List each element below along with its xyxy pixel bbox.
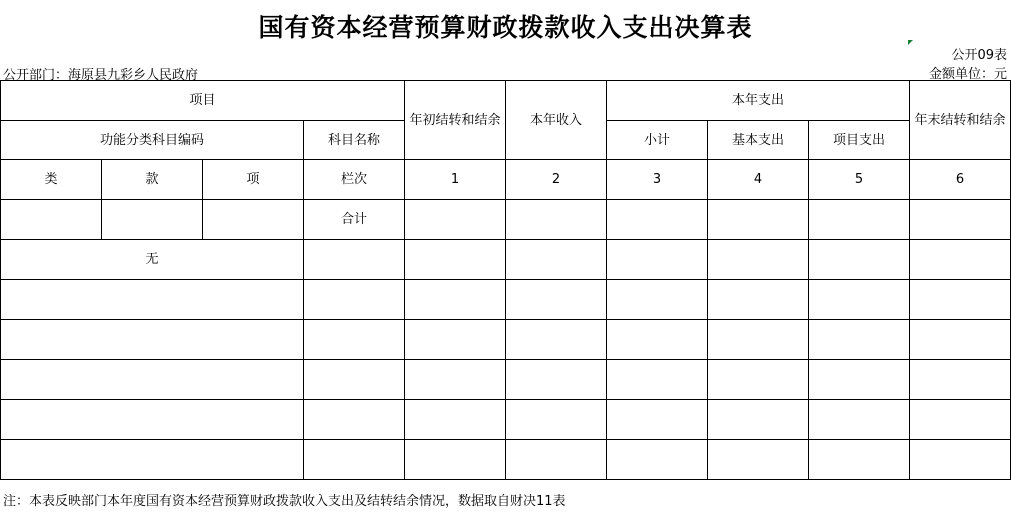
table-cell (506, 360, 607, 400)
table-cell (506, 440, 607, 480)
table-cell (405, 440, 506, 480)
header-xiang: 项 (203, 160, 304, 200)
table-cell (102, 200, 203, 240)
none-label: 无 (1, 240, 304, 280)
header-lei: 类 (1, 160, 102, 200)
header-end-balance-text: 年末结转和结余 (914, 112, 1006, 128)
table-cell (1, 320, 304, 360)
table-cell (506, 200, 607, 240)
total-label: 合计 (304, 200, 405, 240)
header-end-balance (910, 81, 1011, 160)
col-num-3: 3 (607, 160, 708, 200)
department-label: 公开部门：海原县九彩乡人民政府 (3, 68, 199, 83)
table-cell (506, 240, 607, 280)
header-subtotal: 小计 (607, 121, 708, 160)
table-cell (405, 280, 506, 320)
table-cell (809, 240, 910, 280)
table-row (1, 440, 1011, 480)
table-cell (405, 320, 506, 360)
table-cell (405, 360, 506, 400)
table-cell (203, 200, 304, 240)
table-cell (607, 360, 708, 400)
table-cell (910, 240, 1011, 280)
header-kuan: 款 (102, 160, 203, 200)
table-cell (607, 200, 708, 240)
table-cell (708, 240, 809, 280)
table-cell (708, 440, 809, 480)
col-num-1: 1 (405, 160, 506, 200)
header-item: 项目 (1, 81, 405, 121)
table-cell (910, 280, 1011, 320)
header-row-1 (1, 81, 1011, 121)
table-cell (607, 320, 708, 360)
table-cell (304, 280, 405, 320)
header-income: 本年收入 (506, 81, 607, 160)
table-row (1, 280, 1011, 320)
header-begin-balance (405, 81, 506, 160)
table-cell (809, 280, 910, 320)
header-subject-name: 科目名称 (304, 121, 405, 160)
table-cell (1, 280, 304, 320)
table-cell (708, 200, 809, 240)
table-row (1, 400, 1011, 440)
table-cell (910, 400, 1011, 440)
table-row (1, 240, 1011, 280)
header-row-3 (1, 160, 1011, 200)
table-cell (1, 360, 304, 400)
table-cell (708, 280, 809, 320)
table-cell (809, 200, 910, 240)
table-cell (304, 400, 405, 440)
header-basic: 基本支出 (708, 121, 809, 160)
table-cell (910, 200, 1011, 240)
table-cell (405, 400, 506, 440)
header-begin-balance-text: 年初结转和结余 (409, 112, 501, 128)
unit-label: 金额单位：元 (928, 67, 1007, 82)
header-project: 项目支出 (809, 121, 910, 160)
table-cell (708, 320, 809, 360)
table-cell (304, 320, 405, 360)
table-cell (607, 440, 708, 480)
comment-marker (908, 40, 913, 45)
header-func-code: 功能分类科目编码 (1, 121, 304, 160)
header-expenditure: 本年支出 (607, 81, 910, 121)
table-cell (506, 400, 607, 440)
col-num-6: 6 (910, 160, 1011, 200)
table-cell (809, 440, 910, 480)
header-row-label: 栏次 (304, 160, 405, 200)
footnote: 注：本表反映部门本年度国有资本经营预算财政拨款收入支出及结转结余情况，数据取自财决11表 (3, 494, 566, 509)
table-cell (304, 240, 405, 280)
table-cell (607, 400, 708, 440)
table-cell (1, 400, 304, 440)
table-cell (304, 360, 405, 400)
table-row (1, 360, 1011, 400)
report-title: 国有资本经营预算财政拨款收入支出决算表 (258, 13, 753, 42)
table-cell (809, 360, 910, 400)
col-num-5: 5 (809, 160, 910, 200)
table-row (1, 320, 1011, 360)
total-row (1, 200, 1011, 240)
budget-table (0, 80, 1011, 480)
table-cell (809, 400, 910, 440)
table-cell (405, 240, 506, 280)
table-cell (1, 440, 304, 480)
table-cell (1, 200, 102, 240)
table-cell (809, 320, 910, 360)
table-cell (910, 440, 1011, 480)
table-cell (506, 280, 607, 320)
table-cell (506, 320, 607, 360)
table-cell (607, 240, 708, 280)
table-cell (607, 280, 708, 320)
table-cell (405, 200, 506, 240)
table-cell (910, 360, 1011, 400)
col-num-2: 2 (506, 160, 607, 200)
table-cell (304, 440, 405, 480)
table-cell (910, 320, 1011, 360)
table-cell (708, 360, 809, 400)
table-cell (708, 400, 809, 440)
form-number: 公开09表 (951, 48, 1007, 63)
col-num-4: 4 (708, 160, 809, 200)
